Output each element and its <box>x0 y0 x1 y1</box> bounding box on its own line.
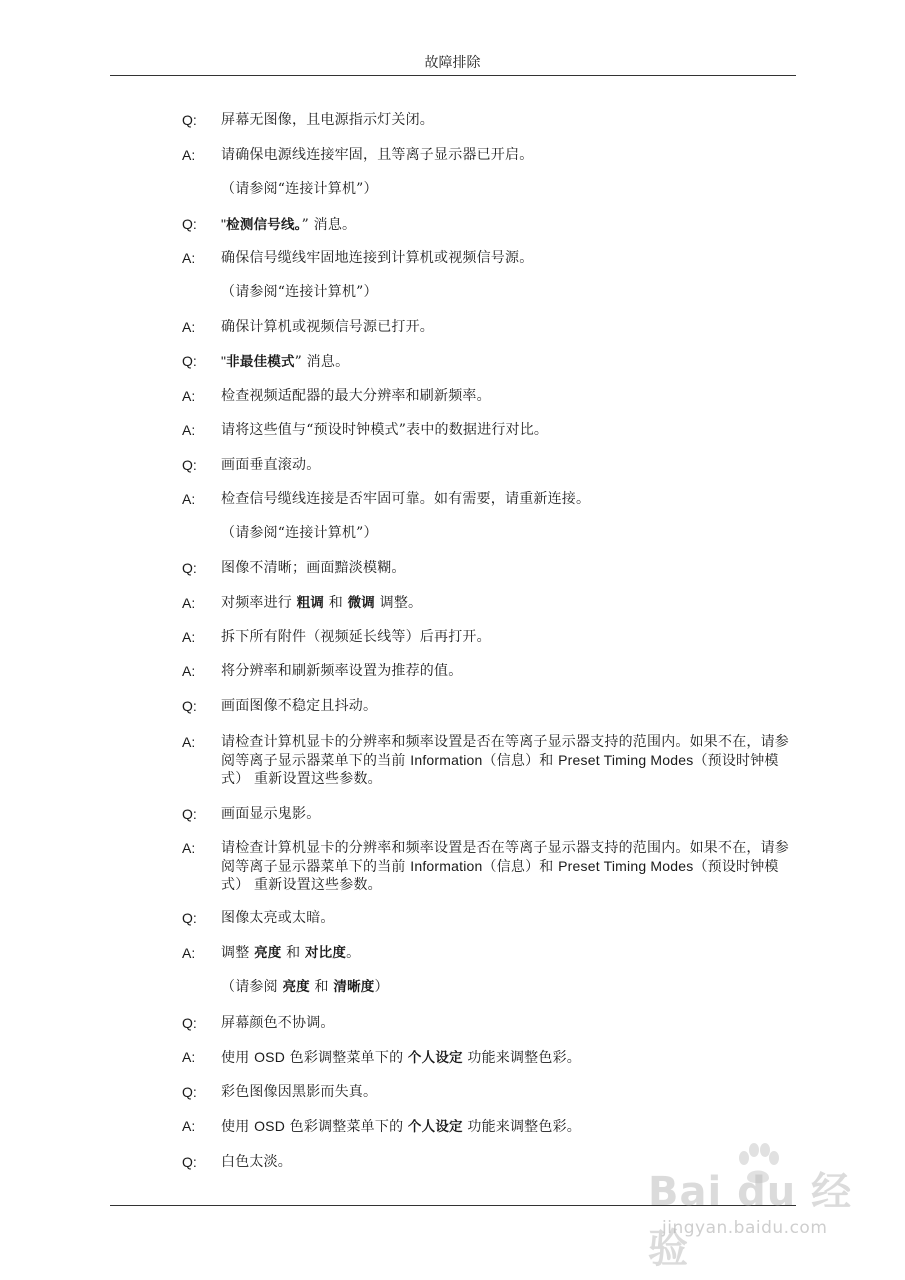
answer-row <box>182 1117 798 1136</box>
text-segment: 确保计算机或视频信号源已打开。 <box>221 319 434 335</box>
row-label: A: <box>182 250 196 266</box>
text-segment: 画面显示鬼影。 <box>221 806 321 822</box>
question-row <box>182 456 798 474</box>
question-row <box>182 909 798 927</box>
row-text <box>221 628 798 646</box>
question-row <box>182 559 798 577</box>
text-segment: 图像不清晰；画面黯淡模糊。 <box>221 560 406 576</box>
row-text <box>221 978 798 996</box>
row-label: A: <box>182 629 196 645</box>
row-label: A: <box>182 319 196 335</box>
row-text <box>221 1117 798 1136</box>
row-label: Q: <box>182 1084 197 1100</box>
row-text <box>221 1048 798 1067</box>
row-text <box>221 839 798 894</box>
text-segment: 请将这些值与“预设时钟模式”表中的数据进行对比。 <box>221 422 549 438</box>
row-label: Q: <box>182 353 197 369</box>
text-segment: 画面垂直滚动。 <box>221 457 321 473</box>
answer-row <box>182 249 798 267</box>
row-label: A: <box>182 945 196 961</box>
row-label: Q: <box>182 216 197 232</box>
text-segment: 确保信号缆线牢固地连接到计算机或视频信号源。 <box>221 250 534 266</box>
header-divider <box>110 75 796 76</box>
text-segment: （信息）和 <box>482 859 559 875</box>
answer-row <box>182 662 798 680</box>
row-label: Q: <box>182 806 197 822</box>
row-text <box>221 490 798 508</box>
watermark-logo-text: Bai du 经验 <box>648 1169 853 1272</box>
emphasized-term: 粗调 <box>296 595 325 611</box>
text-segment: 。 <box>346 945 361 961</box>
text-segment: 功能来调整色彩。 <box>462 1119 581 1135</box>
text-segment: 色彩调整菜单下的 <box>285 1119 408 1135</box>
row-label: Q: <box>182 1015 197 1031</box>
row-text <box>221 1083 798 1101</box>
question-row <box>182 352 798 371</box>
row-text <box>221 111 798 129</box>
question-row <box>182 697 798 715</box>
answer-row <box>182 839 798 894</box>
row-label: Q: <box>182 910 197 926</box>
row-text <box>221 318 798 336</box>
row-text <box>221 215 798 234</box>
answer-row <box>182 628 798 646</box>
emphasized-term: 微调 <box>347 595 375 611</box>
reference-note <box>182 978 798 996</box>
row-text <box>221 662 798 680</box>
row-label: Q: <box>182 457 197 473</box>
row-text <box>221 1014 798 1032</box>
emphasized-term: 清晰度 <box>333 979 375 995</box>
row-text <box>221 909 798 927</box>
reference-note <box>182 180 798 198</box>
reference-note <box>182 283 798 301</box>
row-text <box>221 249 798 267</box>
row-label: Q: <box>182 560 197 576</box>
row-label: A: <box>182 422 196 438</box>
watermark-url: jingyan.baidu.com <box>662 1218 828 1238</box>
text-segment: 检查信号缆线连接是否牢固可靠。如有需要，请重新连接。 <box>221 491 591 507</box>
row-text <box>221 283 798 301</box>
question-row <box>182 1083 798 1101</box>
question-row <box>182 1014 798 1032</box>
text-segment: 请检查计算机显卡的分辨率和频率设置是否在等离子显示器支持的范围内。如果不在，请参阅等离子显示器菜单下的当前 <box>221 734 789 769</box>
text-segment: （请参阅“连接计算机”） <box>221 181 378 197</box>
emphasized-term: 亮度 <box>282 979 310 995</box>
text-segment: （预设时钟模式） 重新设置这些参数。 <box>221 859 779 893</box>
row-text <box>221 559 798 577</box>
text-segment: （请参阅“连接计算机”） <box>221 525 378 541</box>
row-label: A: <box>182 663 196 679</box>
question-row <box>182 215 798 234</box>
text-segment: 使用 <box>221 1119 255 1135</box>
row-label: Q: <box>182 698 197 714</box>
text-segment: （请参阅“连接计算机”） <box>221 284 378 300</box>
text-segment: 色彩调整菜单下的 <box>285 1050 408 1066</box>
text-segment: 画面图像不稳定且抖动。 <box>221 698 378 714</box>
row-text <box>221 733 798 788</box>
reference-note <box>182 524 798 542</box>
text-segment: 检查视频适配器的最大分辨率和刷新频率。 <box>221 388 491 404</box>
text-segment: 彩色图像因黑影而失真。 <box>221 1084 378 1100</box>
row-text <box>221 697 798 715</box>
answer-row <box>182 387 798 405</box>
text-segment: ） <box>374 979 389 995</box>
row-label: A: <box>182 595 196 611</box>
question-row <box>182 805 798 823</box>
text-segment: 和 <box>281 945 305 961</box>
baidu-jingyan-watermark <box>640 1140 870 1272</box>
row-text <box>221 421 798 439</box>
text-segment: Preset Timing Modes <box>558 858 694 874</box>
text-segment: 屏幕颜色不协调。 <box>221 1015 335 1031</box>
text-segment: " <box>221 216 227 232</box>
text-segment: 使用 <box>221 1050 255 1066</box>
row-label: A: <box>182 491 196 507</box>
row-text <box>221 352 798 371</box>
row-label: A: <box>182 1118 196 1134</box>
text-segment: ” 消息。 <box>301 217 357 233</box>
emphasized-term: 亮度 <box>254 945 282 961</box>
text-segment: " <box>221 353 227 369</box>
text-segment: 图像太亮或太暗。 <box>221 910 335 926</box>
row-text <box>221 805 798 823</box>
row-text <box>221 456 798 474</box>
row-label: A: <box>182 388 196 404</box>
emphasized-term: 个人设定 <box>407 1119 463 1135</box>
row-label: Q: <box>182 1154 197 1170</box>
emphasized-term: 对比度 <box>304 945 347 961</box>
text-segment: ” 消息。 <box>294 354 350 370</box>
row-text <box>221 180 798 198</box>
text-segment: 调整 <box>221 945 255 961</box>
emphasized-term: 非最佳模式 <box>226 354 295 370</box>
row-text <box>221 524 798 542</box>
page-header-title: 故障排除 <box>424 55 481 71</box>
question-row <box>182 111 798 129</box>
text-segment: 和 <box>309 979 334 995</box>
row-text <box>221 387 798 405</box>
text-segment: 请确保电源线连接牢固，且等离子显示器已开启。 <box>221 147 534 163</box>
text-segment: 屏幕无图像，且电源指示灯关闭。 <box>221 112 434 128</box>
text-segment: Information <box>410 858 483 874</box>
answer-row <box>182 318 798 336</box>
emphasized-term: 个人设定 <box>407 1050 463 1066</box>
row-label: Q: <box>182 112 197 128</box>
answer-row <box>182 1048 798 1067</box>
text-segment: 功能来调整色彩。 <box>462 1050 581 1066</box>
text-segment: （请参阅 <box>221 979 283 995</box>
text-segment: 和 <box>324 595 348 611</box>
emphasized-term: 检测信号线。 <box>226 217 302 233</box>
row-text <box>221 594 798 612</box>
text-segment: Preset Timing Modes <box>558 752 694 768</box>
answer-row <box>182 944 798 962</box>
text-segment: 调整。 <box>374 595 423 611</box>
text-segment: OSD <box>254 1118 286 1134</box>
text-segment: 将分辨率和刷新频率设置为推荐的值。 <box>221 663 463 679</box>
text-segment: 拆下所有附件（视频延长线等）后再打开。 <box>221 629 491 645</box>
row-label: A: <box>182 147 196 163</box>
row-text <box>221 944 798 962</box>
answer-row <box>182 490 798 508</box>
answer-row <box>182 421 798 439</box>
text-segment: 白色太淡。 <box>221 1154 292 1170</box>
text-segment: （预设时钟模式） 重新设置这些参数。 <box>221 753 779 787</box>
text-segment: 对频率进行 <box>221 595 297 611</box>
row-label: A: <box>182 734 196 750</box>
answer-row <box>182 733 798 788</box>
row-text <box>221 146 798 164</box>
text-segment: 请检查计算机显卡的分辨率和频率设置是否在等离子显示器支持的范围内。如果不在，请参阅等离子显示器菜单下的当前 <box>221 840 789 875</box>
row-label: A: <box>182 1049 196 1065</box>
text-segment: （信息）和 <box>482 753 559 769</box>
text-segment: OSD <box>254 1049 286 1065</box>
answer-row <box>182 594 798 612</box>
text-segment: Information <box>410 752 483 768</box>
answer-row <box>182 146 798 164</box>
row-label: A: <box>182 840 196 856</box>
